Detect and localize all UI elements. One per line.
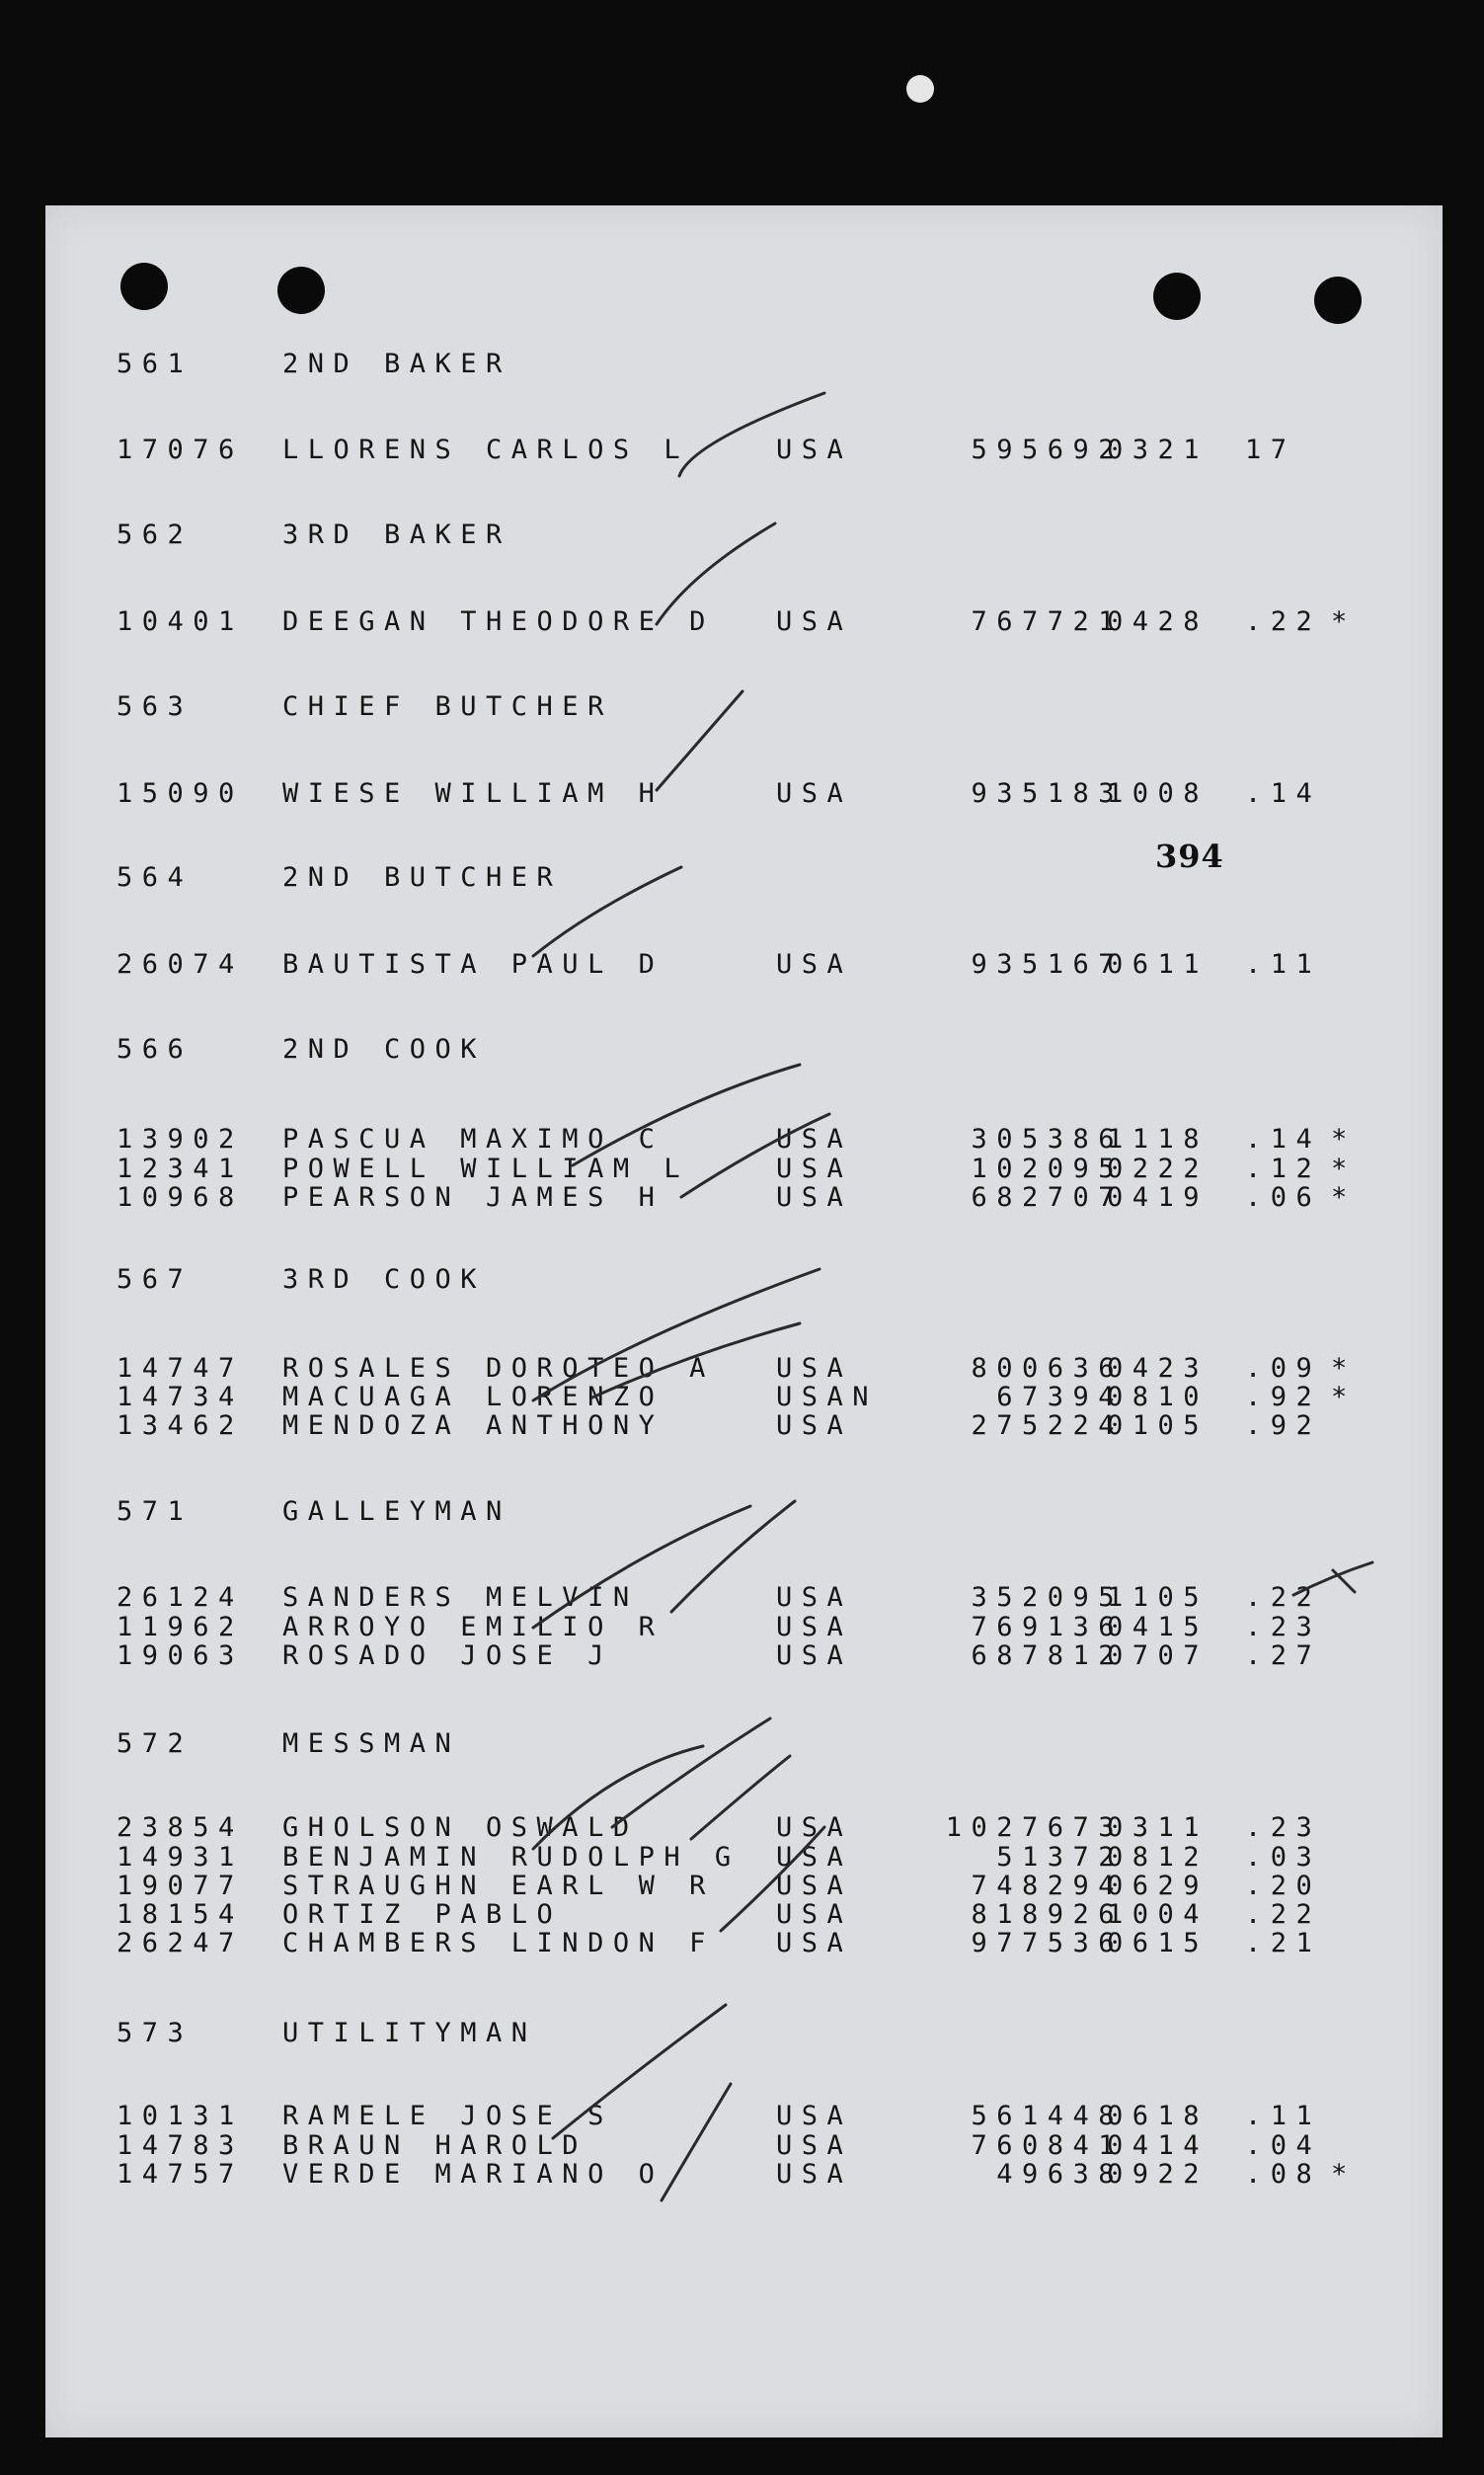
- check-mark: [657, 691, 742, 790]
- certificate-number: 595692: [971, 435, 1124, 465]
- crew-name: GHOLSON OSWALD: [282, 1812, 639, 1843]
- asterisk-marker: *: [1331, 1353, 1357, 1384]
- section-title: 3RD COOK: [282, 1264, 487, 1295]
- section-code: 562: [117, 519, 194, 550]
- rate-value: .11: [1245, 2101, 1322, 2131]
- check-mark: [671, 1501, 795, 1612]
- crew-id: 17076: [117, 435, 244, 465]
- rate-value: .22: [1245, 1582, 1322, 1613]
- section-title: 2ND BUTCHER: [282, 862, 563, 893]
- nationality: USA: [776, 1612, 853, 1642]
- crew-name: ROSALES DOROTEO A: [282, 1353, 715, 1384]
- nationality: USA: [776, 1871, 853, 1901]
- crew-name: PEARSON JAMES H: [282, 1182, 664, 1213]
- rate-value: .08: [1245, 2159, 1322, 2190]
- crew-name: BRAUN HAROLD: [282, 2130, 588, 2161]
- date-code: 0922: [1107, 2159, 1210, 2190]
- crew-name: CHAMBERS LINDON F: [282, 1928, 715, 1958]
- certificate-number: 102095: [971, 1154, 1124, 1184]
- asterisk-marker: *: [1331, 2159, 1357, 2190]
- check-mark: [553, 2005, 726, 2138]
- crew-id: 14734: [117, 1382, 244, 1412]
- check-mark: [679, 393, 824, 476]
- page-number: 394: [1155, 838, 1224, 875]
- nationality: USA: [776, 1154, 853, 1184]
- certificate-number: 1027673: [945, 1812, 1124, 1843]
- section-code: 566: [117, 1034, 194, 1065]
- crew-id: 13462: [117, 1410, 244, 1441]
- crew-id: 13902: [117, 1124, 244, 1155]
- rate-value: .11: [1245, 949, 1322, 980]
- crew-id: 14747: [117, 1353, 244, 1384]
- certificate-number: 51372: [996, 1842, 1124, 1873]
- crew-id: 26074: [117, 949, 244, 980]
- nationality: USA: [776, 1812, 853, 1843]
- nationality: USA: [776, 778, 853, 809]
- check-mark: [657, 523, 775, 624]
- date-code: 0222: [1107, 1154, 1210, 1184]
- certificate-number: 67394: [996, 1382, 1124, 1412]
- date-code: 0105: [1107, 1410, 1210, 1441]
- certificate-number: 305386: [971, 1124, 1124, 1155]
- check-mark: [533, 1746, 703, 1849]
- date-code: 0311: [1107, 1812, 1210, 1843]
- crew-name: VERDE MARIANO O: [282, 2159, 664, 2190]
- certificate-number: 275224: [971, 1410, 1124, 1441]
- certificate-number: 682707: [971, 1182, 1124, 1213]
- date-code: 0629: [1107, 1871, 1210, 1901]
- certificate-number: 49638: [996, 2159, 1124, 2190]
- section-title: MESSMAN: [282, 1728, 461, 1759]
- cross-mark: [1293, 1562, 1372, 1595]
- date-code: 0414: [1107, 2130, 1210, 2161]
- crew-id: 18154: [117, 1899, 244, 1930]
- certificate-number: 977536: [971, 1928, 1124, 1958]
- certificate-number: 561448: [971, 2101, 1124, 2131]
- section-code: 572: [117, 1728, 194, 1759]
- section-title: 2ND BAKER: [282, 349, 511, 379]
- date-code: 0615: [1107, 1928, 1210, 1958]
- crew-name: DEEGAN THEODORE D: [282, 606, 715, 637]
- crew-id: 26124: [117, 1582, 244, 1613]
- crew-name: POWELL WILLIAM L: [282, 1154, 690, 1184]
- asterisk-marker: *: [1331, 1154, 1357, 1184]
- section-code: 567: [117, 1264, 194, 1295]
- crew-id: 14757: [117, 2159, 244, 2190]
- check-mark: [592, 1323, 800, 1397]
- check-mark: [721, 1827, 824, 1931]
- date-code: 0415: [1107, 1612, 1210, 1642]
- rate-value: .14: [1245, 778, 1322, 809]
- nationality: USA: [776, 949, 853, 980]
- nationality: USA: [776, 2159, 853, 2190]
- date-code: 1008: [1107, 778, 1210, 809]
- date-code: 0810: [1107, 1382, 1210, 1412]
- date-code: 1105: [1107, 1582, 1210, 1613]
- rate-value: .03: [1245, 1842, 1322, 1873]
- asterisk-marker: *: [1331, 1382, 1357, 1412]
- rate-value: .09: [1245, 1353, 1322, 1384]
- section-title: 3RD BAKER: [282, 519, 511, 550]
- check-mark: [573, 1065, 800, 1165]
- certificate-number: 935167: [971, 949, 1124, 980]
- date-code: 1118: [1107, 1124, 1210, 1155]
- crew-name: SANDERS MELVIN: [282, 1582, 639, 1613]
- nationality: USA: [776, 1182, 853, 1213]
- rate-value: .22: [1245, 606, 1322, 637]
- check-mark: [681, 1114, 829, 1197]
- nationality: USA: [776, 606, 853, 637]
- crew-name: BAUTISTA PAUL D: [282, 949, 664, 980]
- rate-value: .22: [1245, 1899, 1322, 1930]
- certificate-number: 769136: [971, 1612, 1124, 1642]
- certificate-number: 767721: [971, 606, 1124, 637]
- crew-name: MACUAGA LORENZO: [282, 1382, 664, 1412]
- nationality: USA: [776, 1353, 853, 1384]
- certificate-number: 935183: [971, 778, 1124, 809]
- section-code: 573: [117, 2018, 194, 2048]
- crew-name: PASCUA MAXIMO C: [282, 1124, 664, 1155]
- crew-id: 26247: [117, 1928, 244, 1958]
- crew-id: 10401: [117, 606, 244, 637]
- check-mark: [533, 867, 681, 956]
- rate-value: .27: [1245, 1640, 1322, 1671]
- nationality: USA: [776, 1582, 853, 1613]
- section-code: 563: [117, 691, 194, 722]
- nationality: USA: [776, 1124, 853, 1155]
- crew-name: RAMELE JOSE S: [282, 2101, 613, 2131]
- date-code: 0419: [1107, 1182, 1210, 1213]
- date-code: 0611: [1107, 949, 1210, 980]
- crew-id: 15090: [117, 778, 244, 809]
- rate-value: .92: [1245, 1382, 1322, 1412]
- asterisk-marker: *: [1331, 1124, 1357, 1155]
- section-title: 2ND COOK: [282, 1034, 487, 1065]
- rate-value: .20: [1245, 1871, 1322, 1901]
- section-code: 564: [117, 862, 194, 893]
- nationality: USA: [776, 2101, 853, 2131]
- crew-id: 19077: [117, 1871, 244, 1901]
- date-code: 0428: [1107, 606, 1210, 637]
- rate-value: .92: [1245, 1410, 1322, 1441]
- rate-value: .14: [1245, 1124, 1322, 1155]
- date-code: 0618: [1107, 2101, 1210, 2131]
- nationality: USAN: [776, 1382, 879, 1412]
- date-code: 1004: [1107, 1899, 1210, 1930]
- rate-value: .23: [1245, 1612, 1322, 1642]
- section-code: 561: [117, 349, 194, 379]
- crew-id: 19063: [117, 1640, 244, 1671]
- certificate-number: 800636: [971, 1353, 1124, 1384]
- date-code: 0812: [1107, 1842, 1210, 1873]
- nationality: USA: [776, 1928, 853, 1958]
- crew-name: WIESE WILLIAM H: [282, 778, 664, 809]
- nationality: USA: [776, 435, 853, 465]
- certificate-number: 687812: [971, 1640, 1124, 1671]
- certificate-number: 760841: [971, 2130, 1124, 2161]
- section-title: UTILITYMAN: [282, 2018, 537, 2048]
- nationality: USA: [776, 2130, 853, 2161]
- certificate-number: 818926: [971, 1899, 1124, 1930]
- check-mark: [662, 2084, 731, 2200]
- crew-id: 10968: [117, 1182, 244, 1213]
- crew-name: MENDOZA ANTHONY: [282, 1410, 664, 1441]
- section-title: CHIEF BUTCHER: [282, 691, 613, 722]
- date-code: 0321: [1107, 435, 1210, 465]
- nationality: USA: [776, 1899, 853, 1930]
- asterisk-marker: *: [1331, 606, 1357, 637]
- rate-value: 17: [1245, 435, 1296, 465]
- crew-id: 10131: [117, 2101, 244, 2131]
- crew-id: 14931: [117, 1842, 244, 1873]
- nationality: USA: [776, 1842, 853, 1873]
- check-mark: [691, 1756, 790, 1839]
- crew-name: ORTIZ PABLO: [282, 1899, 563, 1930]
- crew-id: 12341: [117, 1154, 244, 1184]
- nationality: USA: [776, 1410, 853, 1441]
- crew-name: STRAUGHN EARL W R: [282, 1871, 715, 1901]
- certificate-number: 748294: [971, 1871, 1124, 1901]
- section-title: GALLEYMAN: [282, 1496, 511, 1527]
- asterisk-marker: *: [1331, 1182, 1357, 1213]
- rate-value: .12: [1245, 1154, 1322, 1184]
- certificate-number: 352095: [971, 1582, 1124, 1613]
- rate-value: .04: [1245, 2130, 1322, 2161]
- rate-value: .21: [1245, 1928, 1322, 1958]
- date-code: 0707: [1107, 1640, 1210, 1671]
- crew-id: 14783: [117, 2130, 244, 2161]
- crew-name: ARROYO EMILIO R: [282, 1612, 664, 1642]
- date-code: 0423: [1107, 1353, 1210, 1384]
- crew-name: ROSADO JOSE J: [282, 1640, 613, 1671]
- crew-name: LLORENS CARLOS L: [282, 435, 690, 465]
- crew-name: BENJAMIN RUDOLPH G: [282, 1842, 741, 1873]
- crew-id: 11962: [117, 1612, 244, 1642]
- section-code: 571: [117, 1496, 194, 1527]
- rate-value: .23: [1245, 1812, 1322, 1843]
- rate-value: .06: [1245, 1182, 1322, 1213]
- nationality: USA: [776, 1640, 853, 1671]
- check-mark: [533, 1269, 820, 1400]
- crew-id: 23854: [117, 1812, 244, 1843]
- check-mark: [612, 1718, 770, 1827]
